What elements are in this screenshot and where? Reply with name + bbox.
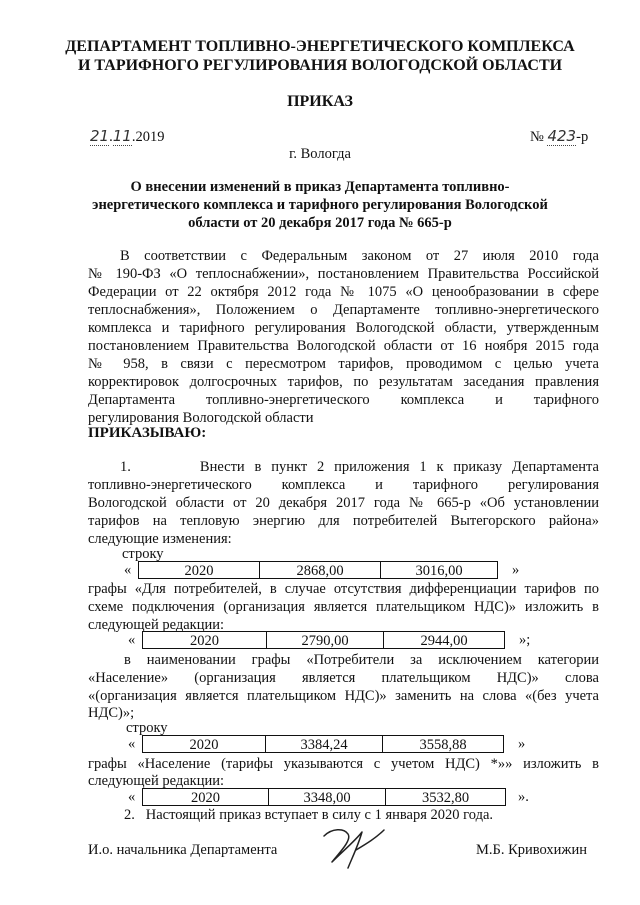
signatory-position: И.о. начальника Департамента	[88, 842, 278, 858]
quote-close: »;	[519, 631, 531, 648]
table-cell-value: 3558,88	[383, 735, 504, 753]
quote-close: »	[518, 735, 526, 752]
table-cell-year: 2020	[142, 788, 269, 806]
document-type: ПРИКАЗ	[287, 93, 353, 110]
item1-line: тарифов на тепловую энергию для потребителей Вытегорского района»	[88, 513, 599, 529]
handwritten-signature	[318, 822, 388, 872]
preamble-line: комплекса и тарифного регулирования Вологодской области, утвержденным	[88, 320, 599, 336]
table-cell-year: 2020	[142, 631, 267, 649]
preamble-line: регулирования Вологодской области	[88, 410, 314, 426]
column-description-line: графы «Население (тарифы указываются с учетом НДС) *»» изложить в	[88, 756, 599, 772]
subject-line3: области от 20 декабря 2017 года № 665-р	[188, 215, 452, 231]
preamble-line: № 190-ФЗ «О теплоснабжении», постановлением Правительства Российской	[88, 266, 599, 282]
document-date	[90, 127, 164, 146]
table-cell-value: 2944,00	[384, 631, 505, 649]
item1-line: топливно-энергетического комплекса и тарифного регулирования	[88, 477, 599, 493]
tariff-row-table-4	[128, 788, 529, 806]
quote-open: «	[128, 631, 136, 648]
department-name-line1: ДЕПАРТАМЕНТ ТОПЛИВНО-ЭНЕРГЕТИЧЕСКОГО КОМПЛЕКСА	[65, 38, 575, 55]
quote-close: ».	[518, 788, 529, 805]
preamble-line: корректировок долгосрочных тарифов, по результатам заседания правления	[88, 374, 599, 390]
column-description-line: следующей редакции:	[88, 773, 225, 789]
preamble-line: теплоснабжения», Положением о Департаменте топливно-энергетического	[88, 302, 599, 318]
date-day: 21	[90, 127, 110, 145]
tariff-row-table-3	[128, 735, 525, 753]
preamble-line: постановлением Правительства Вологодской области от 16 ноября 2015 года	[88, 338, 599, 354]
document-number	[530, 127, 588, 146]
preamble-line: № 958, в связи с пересмотром тарифов, проводимом с целью учета	[88, 356, 599, 372]
rename-line: в наименовании графы «Потребители за исключением категории	[124, 652, 599, 668]
rename-line: «(организация является плательщиком НДС)» заменить на слова «(без учета	[88, 688, 599, 704]
item1-line: Вологодской области от 20 декабря 2017 года № 665-р «Об установлении	[88, 495, 599, 511]
department-name-line2: И ТАРИФНОГО РЕГУЛИРОВАНИЯ ВОЛОГОДСКОЙ ОБЛАСТИ	[77, 57, 563, 74]
signatory-name: М.Б. Кривохижин	[476, 842, 587, 858]
table-cell-value: 3532,80	[386, 788, 506, 806]
date-separator: .	[109, 129, 113, 145]
row-word: строку	[122, 546, 164, 562]
subject-line2: энергетического комплекса и тарифного регулирования Вологодской	[92, 197, 548, 213]
column-description-line: следующей редакции:	[88, 617, 225, 633]
tariff-row-table-1	[124, 561, 519, 579]
date-year: .2019	[131, 129, 165, 145]
row-word: строку	[126, 720, 168, 736]
column-description-line: схеме подключения (организация является плательщиком НДС)» изложить в	[88, 599, 599, 615]
preamble-line: В соответствии с Федеральным законом от 27 июля 2010 года	[120, 248, 599, 264]
number-prefix: №	[530, 129, 544, 145]
table-cell-value: 2790,00	[267, 631, 384, 649]
quote-open: «	[124, 561, 132, 578]
quote-open: «	[128, 735, 136, 752]
table-cell-value: 3016,00	[381, 561, 498, 579]
item1-line: следующие изменения:	[88, 531, 232, 547]
rename-line: «Население» (организация является плательщиком НДС)» слова	[88, 670, 599, 686]
item2-text: 2. Настоящий приказ вступает в силу с 1 января 2020 года.	[124, 807, 494, 823]
order-word: ПРИКАЗЫВАЮ:	[88, 425, 207, 441]
subject-line1: О внесении изменений в приказ Департамента топливно-	[130, 179, 510, 195]
number-value: 423	[547, 127, 577, 145]
date-month: 11	[112, 127, 132, 145]
city: г. Вологда	[289, 146, 351, 162]
tariff-row-table-2	[128, 631, 530, 649]
column-description-line: графы «Для потребителей, в случае отсутствия дифференциации тарифов по	[88, 581, 599, 597]
table-cell-value: 3348,00	[269, 788, 386, 806]
quote-close: »	[512, 561, 520, 578]
preamble-line: Департамента топливно-энергетического комплекса и тарифного	[88, 392, 599, 408]
table-cell-value: 3384,24	[266, 735, 383, 753]
table-cell-year: 2020	[138, 561, 260, 579]
item1-line: 1. Внести в пункт 2 приложения 1 к приказу Департамента	[120, 459, 599, 475]
quote-open: «	[128, 788, 136, 805]
preamble-line: Федерации от 22 октября 2012 года № 1075 «О ценообразовании в сфере	[88, 284, 599, 300]
number-suffix: -р	[576, 129, 589, 145]
table-cell-value: 2868,00	[260, 561, 381, 579]
table-cell-year: 2020	[142, 735, 266, 753]
rename-line: НДС)»;	[88, 705, 135, 721]
